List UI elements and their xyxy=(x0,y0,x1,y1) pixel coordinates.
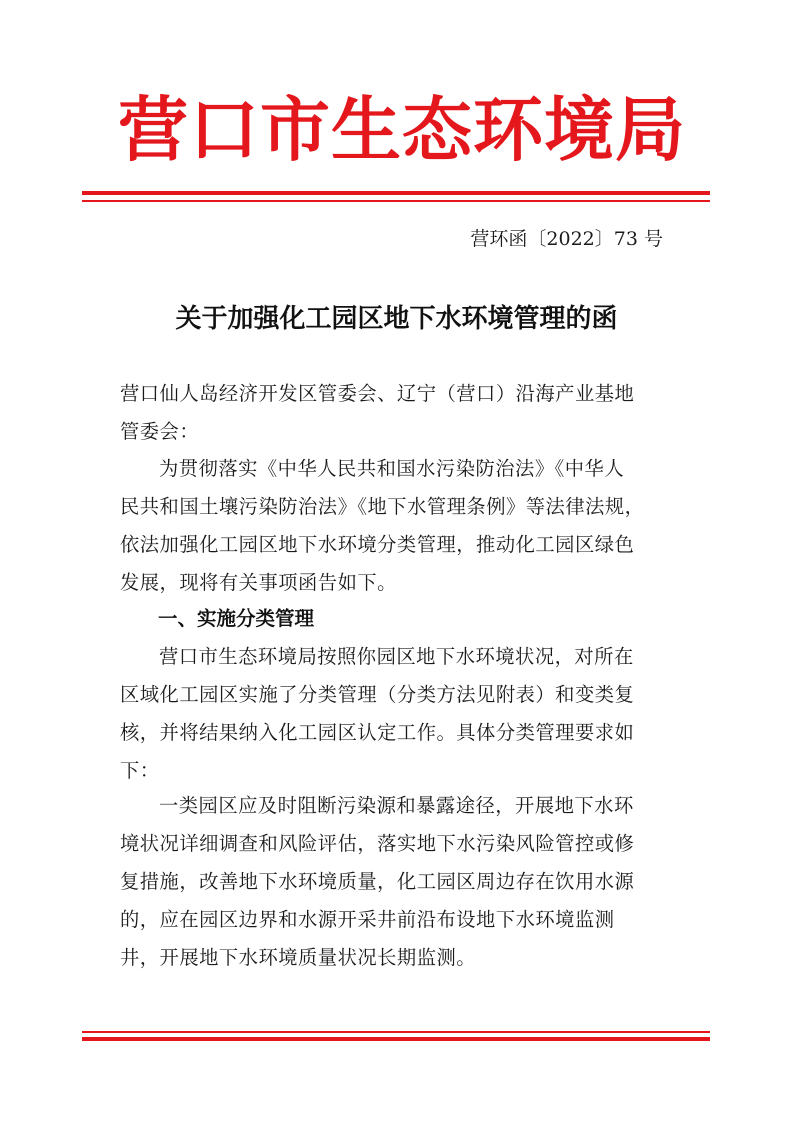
paragraph-line: 发展，现将有关事项函告如下。 xyxy=(120,571,397,594)
paragraph-line: 井，开展地下水环境质量状况长期监测。 xyxy=(120,946,477,969)
paragraph-line: 依法加强化工园区地下水环境分类管理，推动化工园区绿色 xyxy=(120,533,635,556)
header-rule-thick xyxy=(82,191,710,195)
header-rule-thin xyxy=(82,200,710,202)
recipients-line: 营口仙人岛经济开发区管委会、辽宁（营口）沿海产业基地 xyxy=(120,382,635,405)
paragraph-line: 民共和国土壤污染防治法》《地下水管理条例》等法律法规， xyxy=(120,495,645,518)
paragraph-class-one xyxy=(120,787,676,977)
footer-rule-thick xyxy=(82,1037,710,1041)
paragraph-line: 营口市生态环境局按照你园区地下水环境状况，对所在 xyxy=(159,645,634,668)
paragraph-line: 区域化工园区实施了分类管理（分类方法见附表）和变类复 xyxy=(120,683,635,706)
paragraph-line: 一类园区应及时阻断污染源和暴露途径，开展地下水环 xyxy=(159,794,634,817)
paragraph-intro xyxy=(120,450,676,602)
document-number: 营环函〔2022〕73 号 xyxy=(470,228,663,250)
paragraph-line: 复措施，改善地下水环境质量，化工园区周边存在饮用水源 xyxy=(120,870,635,893)
paragraph-line: 境状况详细调查和风险评估，落实地下水污染风险管控或修 xyxy=(120,832,635,855)
paragraph-line: 核，并将结果纳入化工园区认定工作。具体分类管理要求如 xyxy=(120,721,635,744)
footer-rule-thin xyxy=(82,1031,710,1033)
paragraph-line: 的，应在园区边界和水源开采井前沿布设地下水环境监测 xyxy=(120,908,615,931)
recipients-block xyxy=(120,375,676,451)
organization-header: 营口市生态环境局 xyxy=(118,88,686,171)
paragraph-line: 为贯彻落实《中华人民共和国水污染防治法》《中华人 xyxy=(159,457,625,480)
section-heading: 一、实施分类管理 xyxy=(158,607,315,630)
recipients-line: 管委会： xyxy=(120,420,200,443)
paragraph-line: 下： xyxy=(120,759,160,782)
paragraph-classification xyxy=(120,638,676,790)
document-title: 关于加强化工园区地下水环境管理的函 xyxy=(175,304,618,334)
